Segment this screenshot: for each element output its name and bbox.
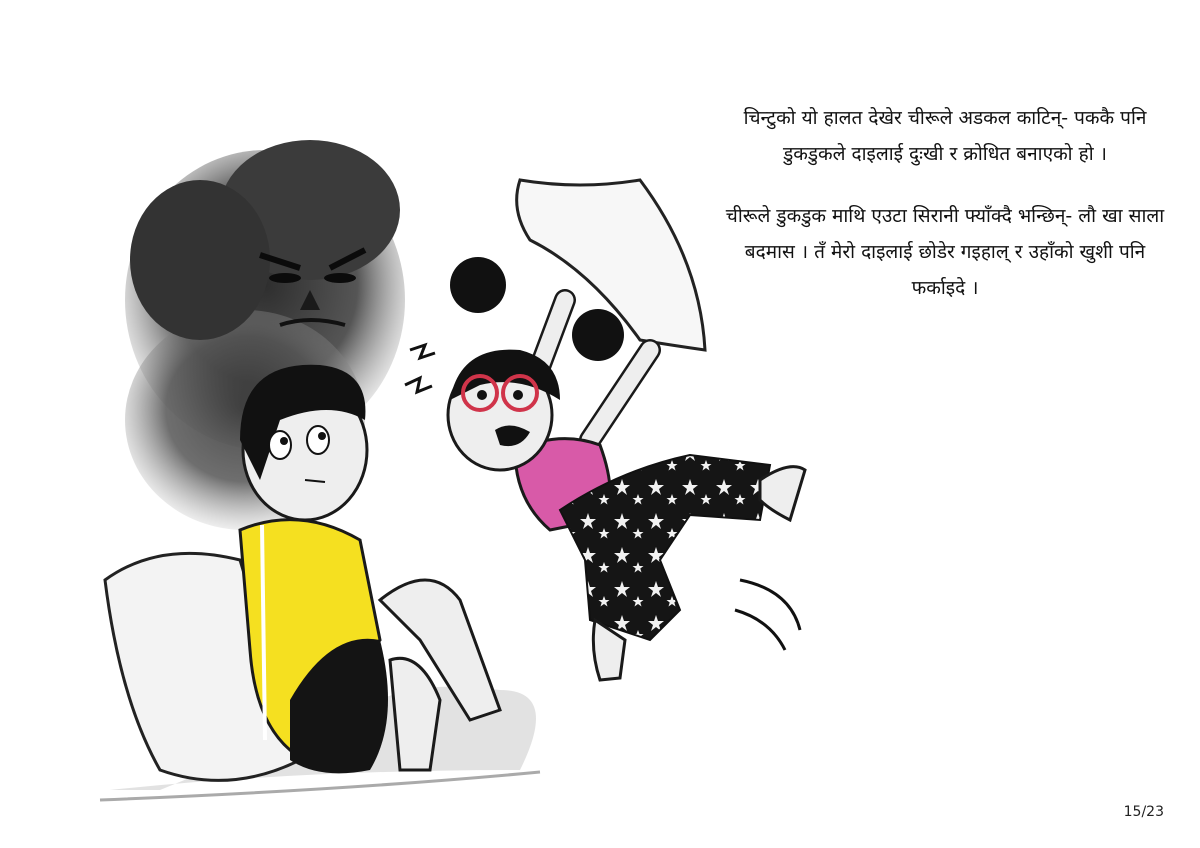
monster-left-eye bbox=[269, 273, 301, 283]
story-paragraph-1: चिन्टुको यो हालत देखेर चीरूले अडकल काटिन्- पककै पनि डुकडुकले दाइलाई दुःखी र क्रोधित बनाएको हो । bbox=[743, 107, 1147, 165]
girl-foot bbox=[760, 467, 805, 520]
story-paragraph-2: चीरूले डुकडुक माथि एउटा सिरानी फ्याँक्दै भन्छिन्- लौ खा साला बदमास । तँ मेरो दाइलाई छोडेर गइहाल् र उहाँको खुशी पनि फर्काइदे । bbox=[725, 205, 1165, 299]
page-number: 15/23 bbox=[1123, 804, 1164, 820]
motion-lines bbox=[735, 580, 800, 650]
girl-hair-bun-left bbox=[450, 257, 506, 313]
anger-marks bbox=[405, 345, 435, 392]
girl-hair-bun-right bbox=[572, 309, 624, 361]
story-text-block bbox=[720, 100, 1170, 332]
monster-right-eye bbox=[324, 273, 356, 283]
